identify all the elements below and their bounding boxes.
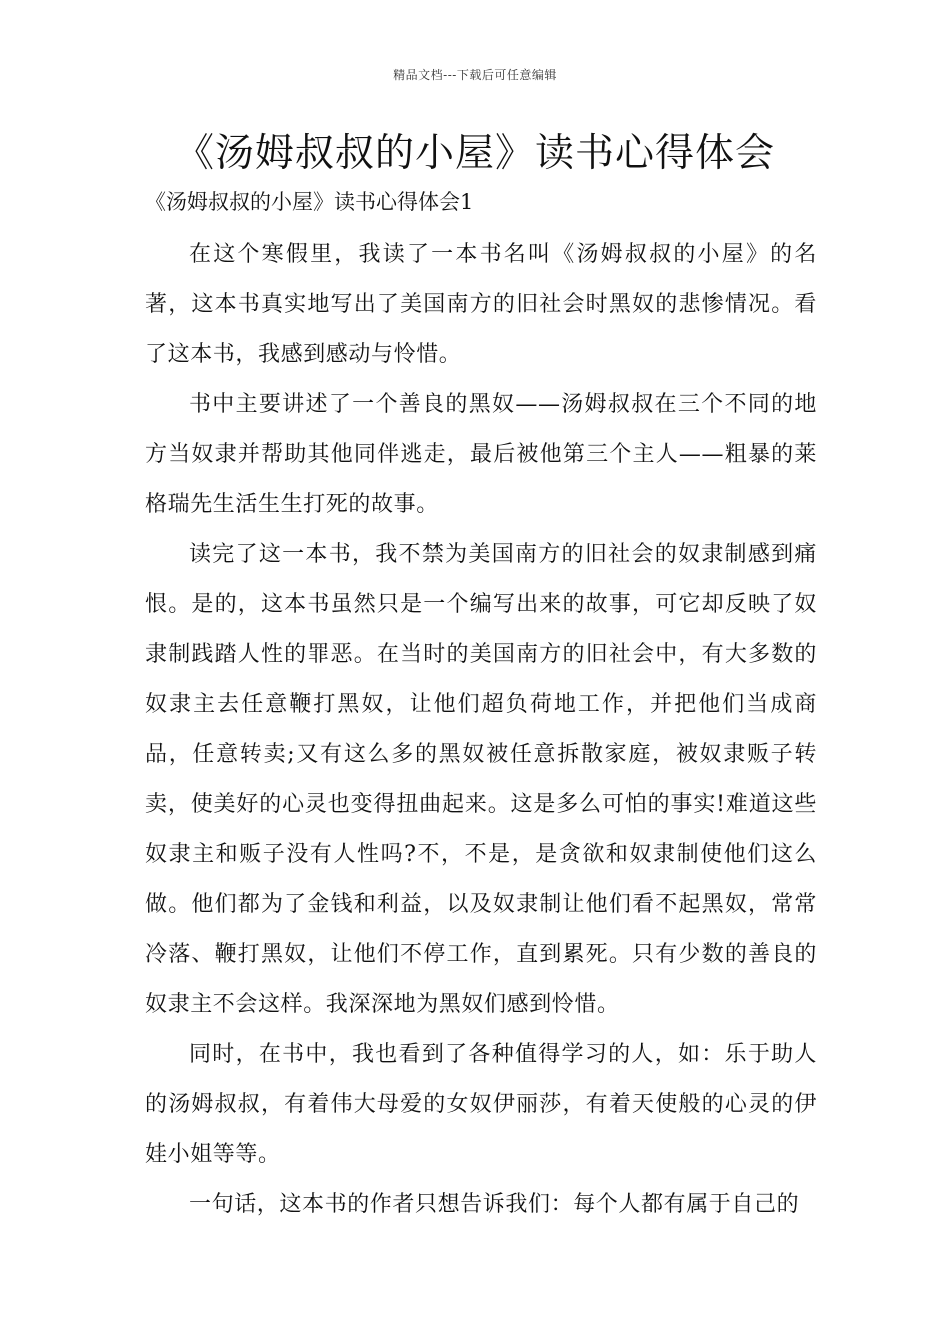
header-note: 精品文档---下载后可任意编辑	[393, 68, 557, 82]
paragraph-4: 同时，在书中，我也看到了各种值得学习的人，如：乐于助人的汤姆叔叔，有着伟大母爱的女奴伊丽莎，有着天使般的心灵的伊娃小姐等等。	[145, 1042, 817, 1167]
paragraph-3: 读完了这一本书，我不禁为美国南方的旧社会的奴隶制感到痛恨。是的，这本书虽然只是一个编写出来的故事，可它却反映了奴隶制践踏人性的罪恶。在当时的美国南方的旧社会中，有大多数的奴隶主去任意鞭打黑奴，让他们超负荷地工作，并把他们当成商品，任意转卖;又有这么多的黑奴被任意拆散家庭，被奴隶贩子转卖，使美好的心灵也变得扭曲起来。这是多么可怕的事实!难道这些奴隶主和贩子没有人性吗?不，不是，是贪欲和奴隶制使他们这么做。他们都为了金钱和利益，以及奴隶制让他们看不起黑奴，常常冷落、鞭打黑奴，让他们不停工作，直到累死。只有少数的善良的奴隶主不会这样。我深深地为黑奴们感到怜惜。	[145, 542, 817, 1017]
body-text	[145, 230, 817, 1230]
paragraph-5: 一句话，这本书的作者只想告诉我们：每个人都有属于自己的	[189, 1192, 800, 1217]
section-heading: 《汤姆叔叔的小屋》读书心得体会1	[145, 190, 474, 214]
paragraph-1: 在这个寒假里，我读了一本书名叫《汤姆叔叔的小屋》的名著，这本书真实地写出了美国南方的旧社会时黑奴的悲惨情况。看了这本书，我感到感动与怜惜。	[145, 242, 817, 367]
paragraph-2: 书中主要讲述了一个善良的黑奴——汤姆叔叔在三个不同的地方当奴隶并帮助其他同伴逃走，最后被他第三个主人——粗暴的莱格瑞先生活生生打死的故事。	[145, 392, 817, 517]
document-title: 《汤姆叔叔的小屋》读书心得体会	[174, 131, 775, 176]
